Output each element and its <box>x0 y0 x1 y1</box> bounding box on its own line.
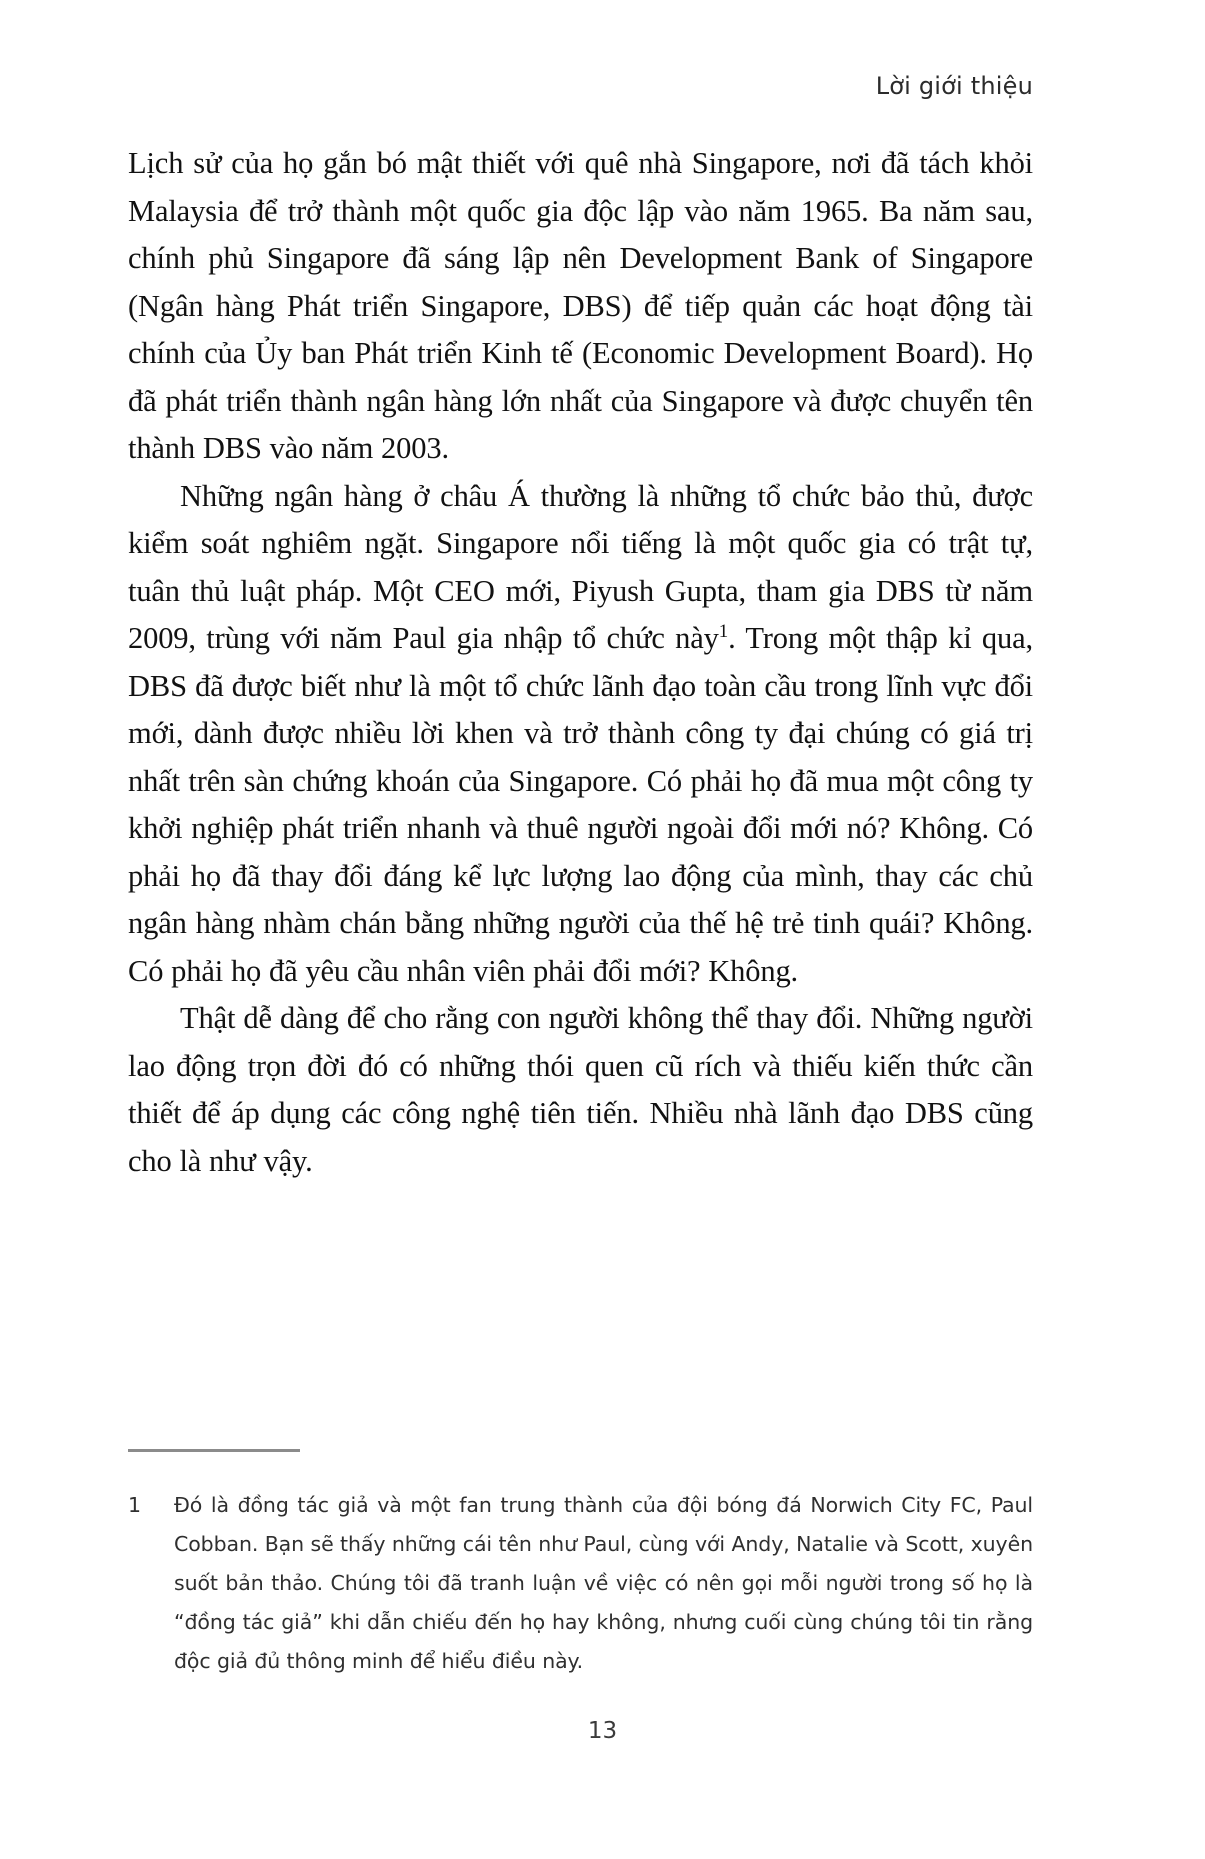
body-paragraph-1: Lịch sử của họ gắn bó mật thiết với quê nhà Singapore, nơi đã tách khỏi Malaysia để trở thành một quốc gia độc lập vào năm 1965. Ba năm sau, chính phủ Singapore đã sáng lập nên Development Bank of Singapore (Ngân hàng Phát triển Singapore, DBS) để tiếp quản các hoạt động tài chính của Ủy ban Phát triển Kinh tế (Economic Development Board). Họ đã phát triển thành ngân hàng lớn nhất của Singapore và được chuyển tên thành DBS vào năm 2003. <box>128 146 1033 465</box>
paragraph-2-text-after-footnote: . Trong một thập kỉ qua, DBS đã được biết như là một tổ chức lãnh đạo toàn cầu trong lĩnh vực đổi mới, dành được nhiều lời khen và trở thành công ty đại chúng có giá trị nhất trên sàn chứng khoán của Singapore. Có phải họ đã mua một công ty khởi nghiệp phát triển nhanh và thuê người ngoài đổi mới nó? Không. Có phải họ đã thay đổi đáng kể lực lượng lao động của mình, thay các chủ ngân hàng nhàm chán bằng những người của thế hệ trẻ tinh quái? Không. Có phải họ đã yêu cầu nhân viên phải đổi mới? Không. <box>128 621 1033 988</box>
footnote-area <box>128 1449 1033 1681</box>
body-text-block <box>128 140 1033 1185</box>
footnote-reference-1[interactable]: 1 <box>718 620 729 642</box>
footnote-text: Đó là đồng tác giả và một fan trung thành của đội bóng đá Norwich City FC, Paul Cobban. Bạn sẽ thấy những cái tên như Paul, cùng với Andy, Natalie và Scott, xuyên suốt bản thảo. Chúng tôi đã tranh luận về việc có nên gọi mỗi người trong số họ là “đồng tác giả” khi dẫn chiếu đến họ hay không, nhưng cuối cùng chúng tôi tin rằng độc giả đủ thông minh để hiểu điều này. <box>174 1493 1033 1673</box>
footnote-marker: 1 <box>128 1493 142 1517</box>
footnote-item <box>128 1486 1033 1681</box>
paragraph-2-text-before-footnote: Những ngân hàng ở châu Á thường là những tổ chức bảo thủ, được kiểm soát nghiêm ngặt. Singapore nổi tiếng là một quốc gia có trật tự, tuân thủ luật pháp. Một CEO mới, Piyush Gupta, tham gia DBS từ năm 2009, trùng với năm Paul gia nhập tổ chức này <box>128 478 1033 655</box>
body-paragraph-3: Thật dễ dàng để cho rằng con người không thể thay đổi. Những người lao động trọn đời đó có những thói quen cũ rích và thiếu kiến thức cần thiết để áp dụng các công nghệ tiên tiến. Nhiều nhà lãnh đạo DBS cũng cho là như vậy. <box>128 1001 1033 1178</box>
page-number: 13 <box>587 1718 618 1744</box>
footnote-separator-rule <box>128 1449 300 1452</box>
body-paragraph-2 <box>128 473 1033 996</box>
running-header: Lời giới thiệu <box>875 72 1033 100</box>
